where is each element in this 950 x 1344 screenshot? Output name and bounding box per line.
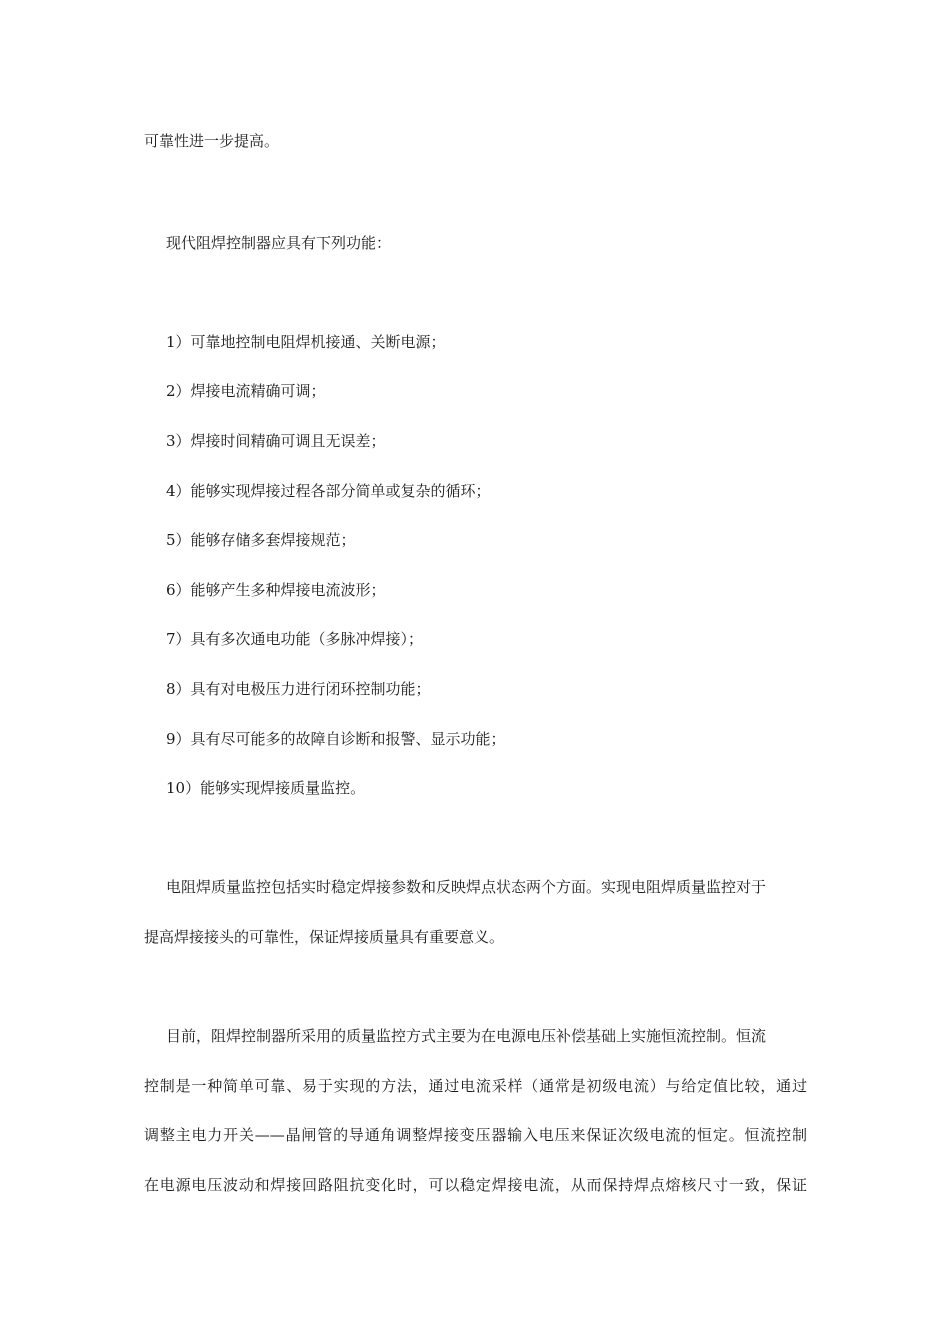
monitoring-paragraph-line-1: 电阻焊质量监控包括实时稳定焊接参数和反映焊点状态两个方面。实现电阻焊质量监控对于 — [166, 878, 767, 896]
function-item-9: 9）具有尽可能多的故障自诊断和报警、显示功能； — [166, 730, 506, 748]
current-paragraph-line-1: 目前，阻焊控制器所采用的质量监控方式主要为在电源电压补偿基础上实施恒流控制。恒流 — [166, 1027, 767, 1045]
current-paragraph-line-3: 调整主电力开关——晶闸管的导通角调整焊接变压器输入电压来保证次级电流的恒定。恒流控制 — [144, 1126, 807, 1144]
intro-tail-text: 可靠性进一步提高。 — [144, 132, 280, 150]
function-item-4: 4）能够实现焊接过程各部分简单或复杂的循环； — [166, 482, 491, 500]
function-item-10: 10）能够实现焊接质量监控。 — [166, 779, 366, 797]
monitoring-paragraph-line-2: 提高焊接接头的可靠性，保证焊接质量具有重要意义。 — [144, 928, 505, 946]
current-paragraph-line-4: 在电源电压波动和焊接回路阻抗变化时，可以稳定焊接电流，从而保持焊点熔核尺寸一致，保证 — [144, 1176, 807, 1194]
function-item-5: 5）能够存储多套焊接规范； — [166, 531, 356, 549]
function-item-1: 1）可靠地控制电阻焊机接通、关断电源； — [166, 333, 446, 351]
current-paragraph-line-2: 控制是一种简单可靠、易于实现的方法，通过电流采样（通常是初级电流）与给定值比较，通过 — [144, 1077, 807, 1095]
function-item-7: 7）具有多次通电功能（多脉冲焊接）； — [166, 630, 424, 648]
function-item-3: 3）焊接时间精确可调且无误差； — [166, 432, 386, 450]
functions-heading: 现代阻焊控制器应具有下列功能： — [166, 234, 392, 252]
function-item-2: 2）焊接电流精确可调； — [166, 382, 326, 400]
function-item-6: 6）能够产生多种焊接电流波形； — [166, 581, 386, 599]
function-item-8: 8）具有对电极压力进行闭环控制功能； — [166, 680, 431, 698]
